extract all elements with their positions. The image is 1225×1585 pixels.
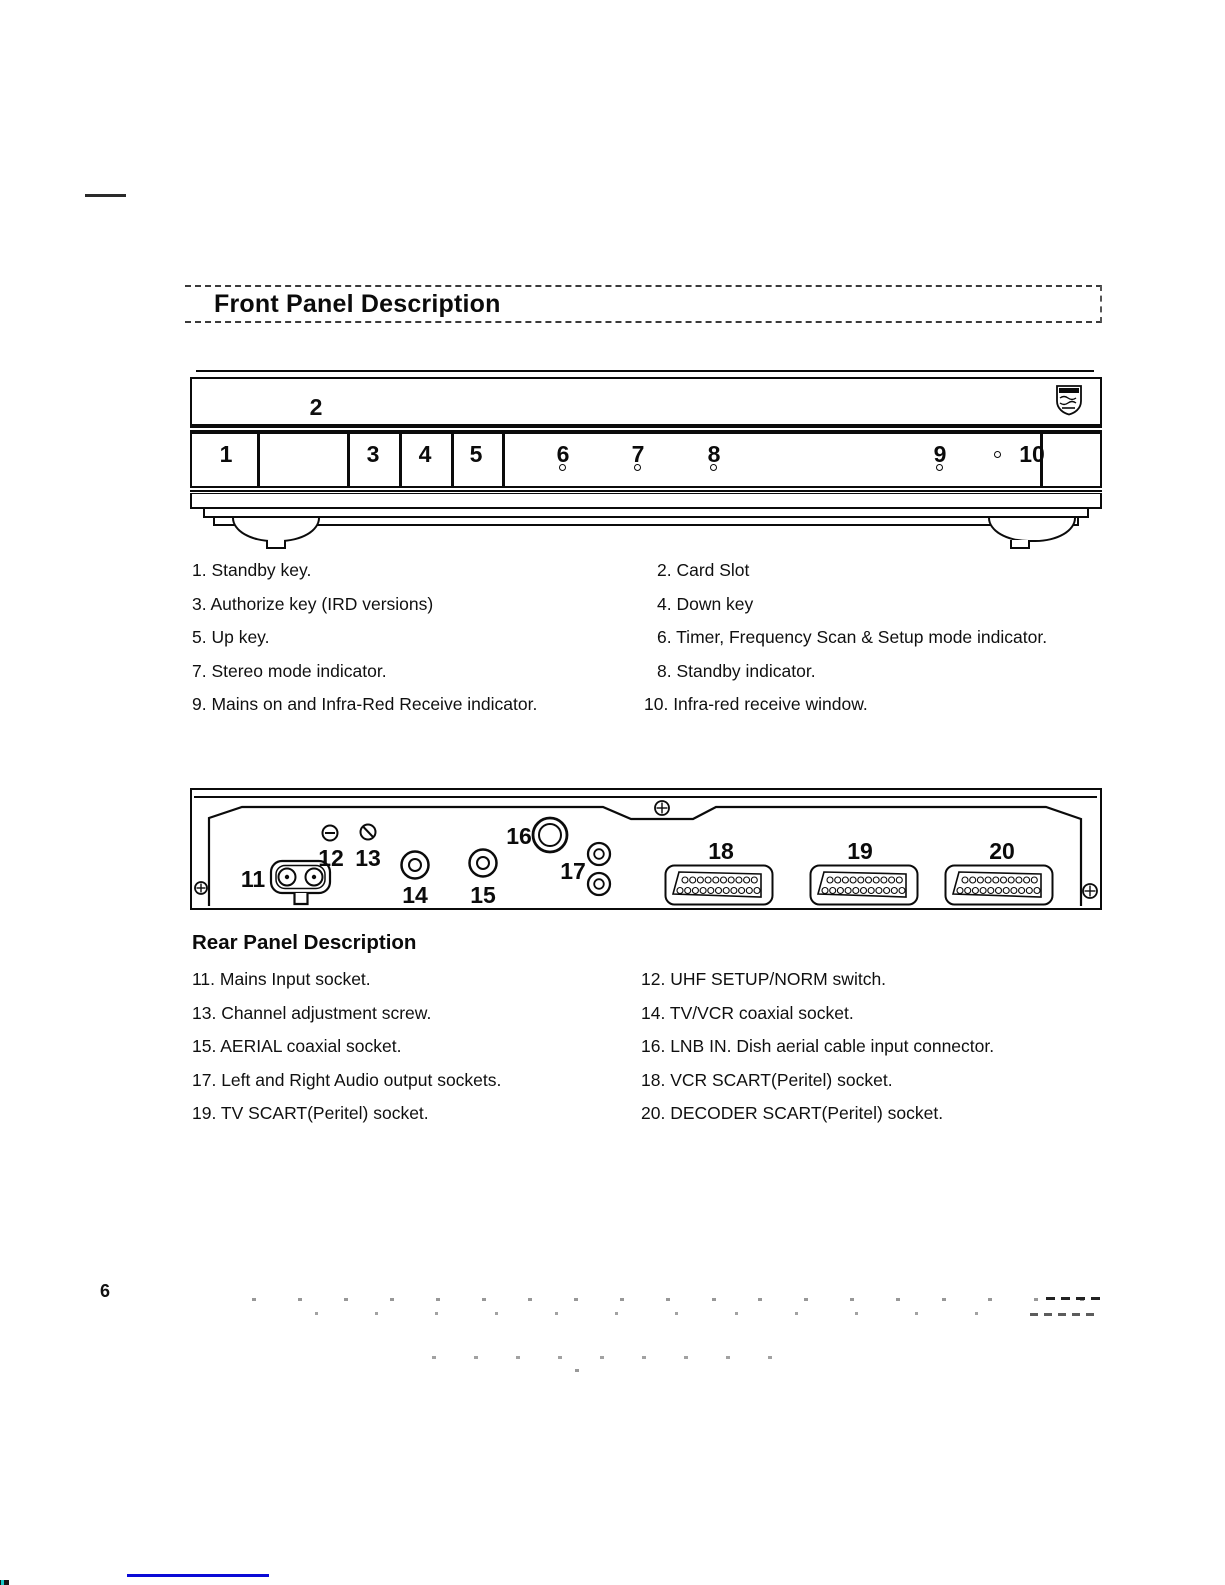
mains-indicator-led	[936, 464, 943, 471]
list-item: 5. Up key.	[192, 627, 270, 648]
list-item: 8. Standby indicator.	[657, 660, 816, 681]
list-item: 19. TV SCART(Peritel) socket.	[192, 1103, 429, 1124]
philips-logo	[1054, 384, 1084, 416]
cell-divider	[451, 434, 454, 486]
right-foot-tab	[1010, 540, 1030, 549]
authorize-key-label: 3	[366, 441, 380, 467]
front-panel-list-left	[192, 554, 537, 722]
lnb-in-connector	[533, 818, 567, 852]
scan-noise-row	[315, 1312, 1015, 1315]
tv-scart-socket	[811, 866, 918, 905]
scan-artifact-dash	[85, 194, 126, 197]
mains-socket-label: 11	[240, 866, 266, 892]
left-screw	[195, 882, 207, 894]
vcr-scart-label: 18	[708, 838, 734, 864]
down-key-label: 4	[418, 441, 432, 467]
rear-panel-list-right	[641, 963, 994, 1131]
scan-noise-dashes	[1030, 1313, 1098, 1316]
ir-window-label: 10	[1019, 441, 1045, 467]
cell-divider	[347, 434, 350, 486]
timer-indicator-label: 6	[556, 441, 570, 467]
list-item: 20. DECODER SCART(Peritel) socket.	[641, 1103, 944, 1124]
rear-panel-heading: Rear Panel Description	[192, 931, 417, 954]
decoder-scart-label: 20	[989, 838, 1015, 864]
cell-divider	[502, 434, 505, 486]
list-item: 4. Down key	[657, 593, 754, 614]
front-panel-lower-face	[190, 494, 1102, 509]
card-slot-label: 2	[309, 394, 323, 420]
uhf-setup-norm-switch	[323, 826, 338, 841]
front-panel-base-inner	[213, 518, 1079, 526]
up-key-label: 5	[469, 441, 483, 467]
left-foot-tab	[266, 540, 286, 549]
uhf-switch-label: 12	[318, 845, 344, 871]
tv-vcr-coax-label: 14	[402, 882, 428, 908]
stereo-indicator-label: 7	[631, 441, 645, 467]
scan-noise-row	[252, 1298, 1102, 1301]
page-title: Front Panel Description	[214, 290, 501, 318]
front-panel-list-right	[644, 554, 1047, 722]
aerial-coax-label: 15	[470, 882, 496, 908]
page-number: 6	[100, 1281, 111, 1301]
list-item: 12. UHF SETUP/NORM switch.	[641, 969, 887, 989]
corner-smudge-cyan	[1, 1580, 4, 1585]
audio-output-label: 17	[560, 858, 586, 884]
front-panel-base	[203, 509, 1089, 518]
lnb-in-label: 16	[506, 823, 532, 849]
list-item: 13. Channel adjustment screw.	[192, 1002, 432, 1023]
cell-divider	[257, 434, 260, 486]
list-item: 16. LNB IN. Dish aerial cable input connector.	[641, 1036, 995, 1057]
list-item: 3. Authorize key (IRD versions)	[192, 593, 434, 614]
list-item: 7. Stereo mode indicator.	[192, 660, 387, 681]
front-panel-button-row	[190, 432, 1102, 488]
list-item: 1. Standby key.	[192, 560, 312, 580]
list-item: 14. TV/VCR coaxial socket.	[641, 1002, 854, 1023]
front-panel-diagram	[190, 368, 1102, 554]
aerial-coax-socket	[470, 850, 497, 877]
audio-output-sockets	[588, 843, 610, 895]
rear-panel-diagram	[190, 788, 1102, 910]
blue-underline-artifact	[127, 1574, 269, 1577]
list-item: 6. Timer, Frequency Scan & Setup mode indicator.	[657, 627, 1048, 648]
ir-window-dot	[994, 451, 1001, 458]
list-item: 17. Left and Right Audio output sockets.	[192, 1069, 502, 1090]
scan-noise-dot	[575, 1369, 579, 1372]
channel-adjustment-screw	[361, 825, 376, 840]
top-screw	[655, 801, 669, 815]
list-item: 2. Card Slot	[657, 560, 750, 580]
list-item: 18. VCR SCART(Peritel) socket.	[641, 1069, 893, 1090]
rear-panel-list-left	[192, 963, 501, 1131]
left-foot	[232, 518, 320, 542]
mains-indicator-label: 9	[933, 441, 947, 467]
vcr-scart-socket	[666, 866, 773, 905]
stereo-indicator-led	[634, 464, 641, 471]
right-foot	[988, 518, 1076, 542]
tv-vcr-coax-socket	[402, 852, 429, 879]
list-item: 11. Mains Input socket.	[192, 969, 371, 989]
timer-indicator-led	[559, 464, 566, 471]
front-panel-title-box	[185, 285, 1102, 323]
decoder-scart-socket	[946, 866, 1053, 905]
channel-screw-label: 13	[355, 845, 381, 871]
tv-scart-label: 19	[847, 838, 873, 864]
scan-noise-row	[432, 1356, 792, 1359]
right-screw	[1083, 884, 1097, 898]
list-item: 10. Infra-red receive window.	[644, 694, 868, 715]
scan-noise-dashes	[1046, 1297, 1100, 1300]
list-item: 9. Mains on and Infra-Red Receive indicator.	[192, 694, 538, 715]
list-item: 15. AERIAL coaxial socket.	[192, 1036, 402, 1057]
cell-divider	[399, 434, 402, 486]
standby-key-label: 1	[219, 441, 233, 467]
standby-indicator-label: 8	[707, 441, 721, 467]
standby-indicator-led	[710, 464, 717, 471]
